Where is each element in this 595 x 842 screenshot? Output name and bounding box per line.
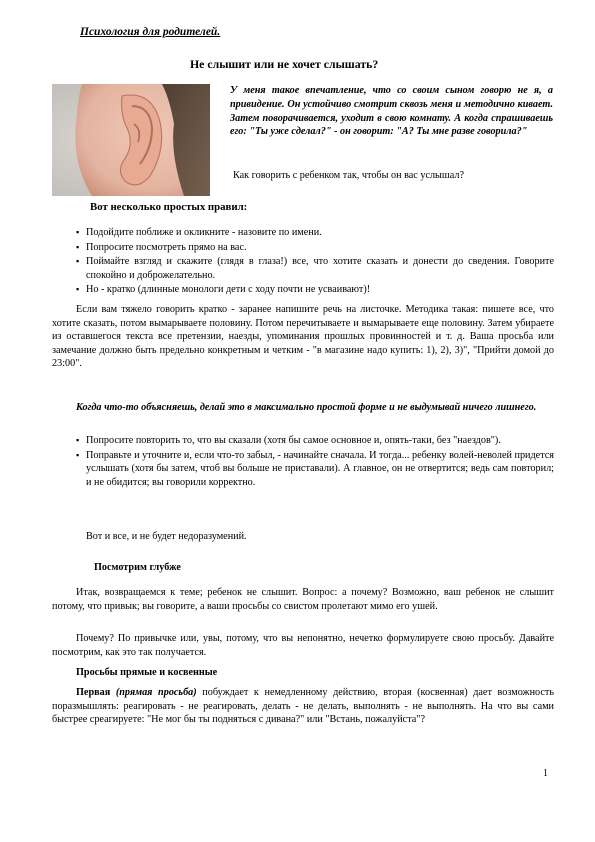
ear-photo-image bbox=[52, 84, 210, 196]
child-ear-photo bbox=[52, 84, 210, 196]
deeper-heading: Посмотрим глубже bbox=[94, 562, 181, 573]
list-item: ▪ Но - кратко (длинные монологи дети с ходу почти не усваивают)! bbox=[74, 283, 554, 297]
section-header: Психология для родителей. bbox=[80, 26, 221, 38]
rules-list-2 bbox=[74, 434, 554, 489]
paragraph-requests bbox=[52, 686, 554, 727]
list-item: ▪ Попросите повторить то, что вы сказали (хотя бы самое основное и, опять-таки, без "наездов"). bbox=[74, 434, 554, 448]
article-title: Не слышит или не хочет слышать? bbox=[190, 57, 379, 71]
intro-question: Как говорить с ребенком так, чтобы он вас услышал? bbox=[233, 170, 464, 181]
rules-list bbox=[74, 226, 554, 297]
page-number: 1 bbox=[543, 768, 548, 779]
list-item: ▪ Попросите посмотреть прямо на вас. bbox=[74, 241, 554, 255]
requests-text: побуждает к немедленному действию, вторая (косвенная) дает возможность поразмышлять: реагировать - не реагировать, делать - не делать, выполнять - не выполнять. На что вы сами быстрее среагируете: "Не мог бы ты подняться с дивана?" или "Встань, пожалуйста"? bbox=[52, 687, 554, 726]
requests-lead-word: Первая bbox=[76, 687, 111, 698]
paragraph-deeper-2: Почему? По привычке или, увы, потому, что вы непонятно, нечетко формулируете свою просьбу. Давайте посмотрим, как это так получается. bbox=[52, 633, 554, 658]
list-item: ▪ Подойдите поближе и окликните - назовите по имени. bbox=[74, 226, 554, 240]
list-item: ▪ Поймайте взгляд и скажите (глядя в глаза!) все, что хотите сказать и донести до сведения. Говорите спокойно и доброжелательно. bbox=[74, 255, 554, 282]
paragraph-deeper-1: Итак, возвращаемся к теме; ребенок не слышит. Вопрос: а почему? Возможно, ваш ребенок не слышит потому, что привык; вы говорите, а ваши просьбы со свистом пролетают мимо его ушей. bbox=[52, 587, 554, 612]
list-item: ▪ Поправьте и уточните и, если что-то забыл, - начинайте сначала. И тогда... ребенку волей-неволей придется услышать (хотя бы затем, чтоб вы больше не приставали). А главное, он не отвертится; ведь сам повторил; и не обидится; вы говорили корректно. bbox=[74, 449, 554, 490]
paragraph-end: Вот и все, и не будет недоразумений. bbox=[86, 531, 247, 542]
paragraph-short-speech: Если вам тяжело говорить кратко - заранее напишите речь на листочке. Методика такая: пишете все, что хотите сказать, потом вымарываете половину. Потом перечитываете и вымарываете еще половину. Затем убираете из оставшегося текста все претензии, наезды, упоминания прошлых провинностей и т. д. Ваша просьба или замечание должно быть предельно конкретным и четким - "в магазине надо купить: 1), 2), 3)", "Прийти домой до 23:00". bbox=[52, 304, 554, 370]
intro-quote: У меня такое впечатление, что со своим сыном говорю не я, а привидение. Он устойчиво смотрит сквозь меня и методично кивает. Затем поворачивается, уходит в свою комнату. А когда спрашиваешь его: "Ты уже сделал?" - он говорит: "А? Ты мне разве говорила?" bbox=[230, 85, 553, 138]
rules-heading: Вот несколько простых правил: bbox=[90, 201, 248, 213]
paragraph-simple-form: Когда что-то объясняешь, делай это в максимально простой форме и не выдумывай ничего лишнего. bbox=[76, 402, 537, 413]
requests-direct-label: (прямая просьба) bbox=[115, 687, 197, 698]
requests-heading: Просьбы прямые и косвенные bbox=[76, 667, 218, 678]
